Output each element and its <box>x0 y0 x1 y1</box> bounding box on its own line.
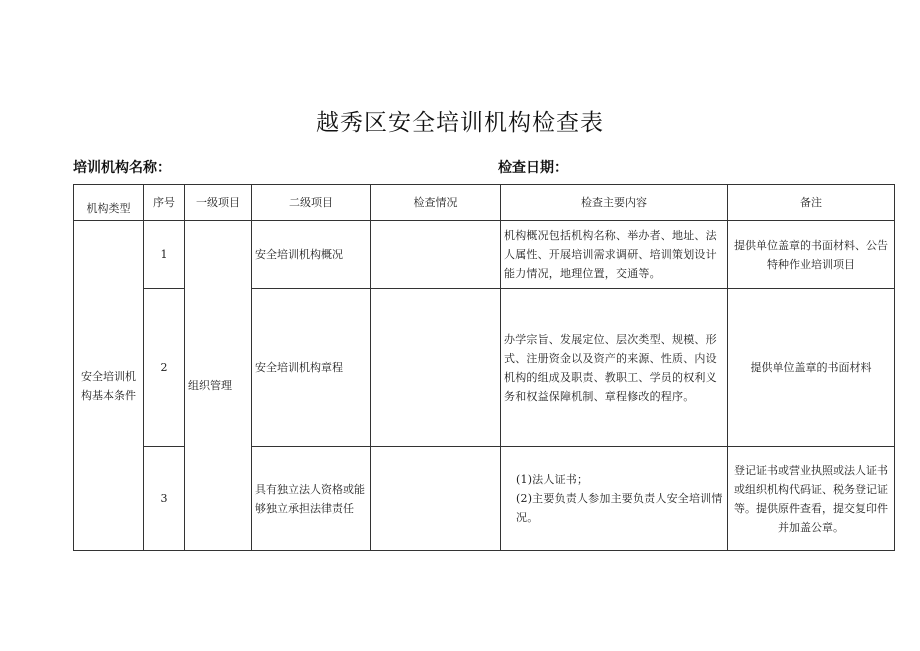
row-number: 1 <box>144 221 185 289</box>
page-title: 越秀区安全培训机构检查表 <box>316 110 604 136</box>
table-header-row <box>74 185 895 221</box>
table-row <box>74 221 895 289</box>
main-content-cell: 机构概况包括机构名称、举办者、地址、法人属性、开展培训需求调研、培训策划设计能力情况，地理位置，交通等。 <box>501 221 728 289</box>
header-main-content: 检查主要内容 <box>501 185 728 221</box>
check-date-label: 检查日期： <box>498 160 568 176</box>
level1-cell: 组织管理 <box>185 221 252 551</box>
header-check-status: 检查情况 <box>371 185 501 221</box>
check-status-cell[interactable] <box>371 447 501 551</box>
main-content-cell <box>501 447 728 551</box>
check-status-cell[interactable] <box>371 221 501 289</box>
header-no: 序号 <box>144 185 185 221</box>
header-org-type: 机构类型 <box>74 185 144 221</box>
content-item-2: (2)主要负责人参加主要负责人安全培训情况。 <box>516 492 723 524</box>
header-level2: 二级项目 <box>252 185 371 221</box>
header-notes: 备注 <box>728 185 895 221</box>
note-cell: 提供单位盖章的书面材料、公告特种作业培训项目 <box>728 221 895 289</box>
content-item-1: (1)法人证书； <box>516 473 589 486</box>
note-cell: 登记证书或营业执照或法人证书或组织机构代码证、税务登记证等。提供原件查看，提交复印件并加盖公章。 <box>728 447 895 551</box>
inspection-table <box>73 184 895 551</box>
level2-cell: 安全培训机构章程 <box>252 289 371 447</box>
header-level1: 一级项目 <box>185 185 252 221</box>
row-number: 3 <box>144 447 185 551</box>
check-status-cell[interactable] <box>371 289 501 447</box>
row-number: 2 <box>144 289 185 447</box>
level2-cell: 具有独立法人资格或能够独立承担法律责任 <box>252 447 371 551</box>
org-type-cell: 安全培训机构基本条件 <box>74 221 144 551</box>
main-content-cell: 办学宗旨、发展定位、层次类型、规模、形式、注册资金以及资产的来源、性质、内设机构的组成及职责、教职工、学员的权利义务和权益保障机制、章程修改的程序。 <box>501 289 728 447</box>
level2-cell: 安全培训机构概况 <box>252 221 371 289</box>
note-cell: 提供单位盖章的书面材料 <box>728 289 895 447</box>
org-name-label: 培训机构名称： <box>73 160 171 176</box>
